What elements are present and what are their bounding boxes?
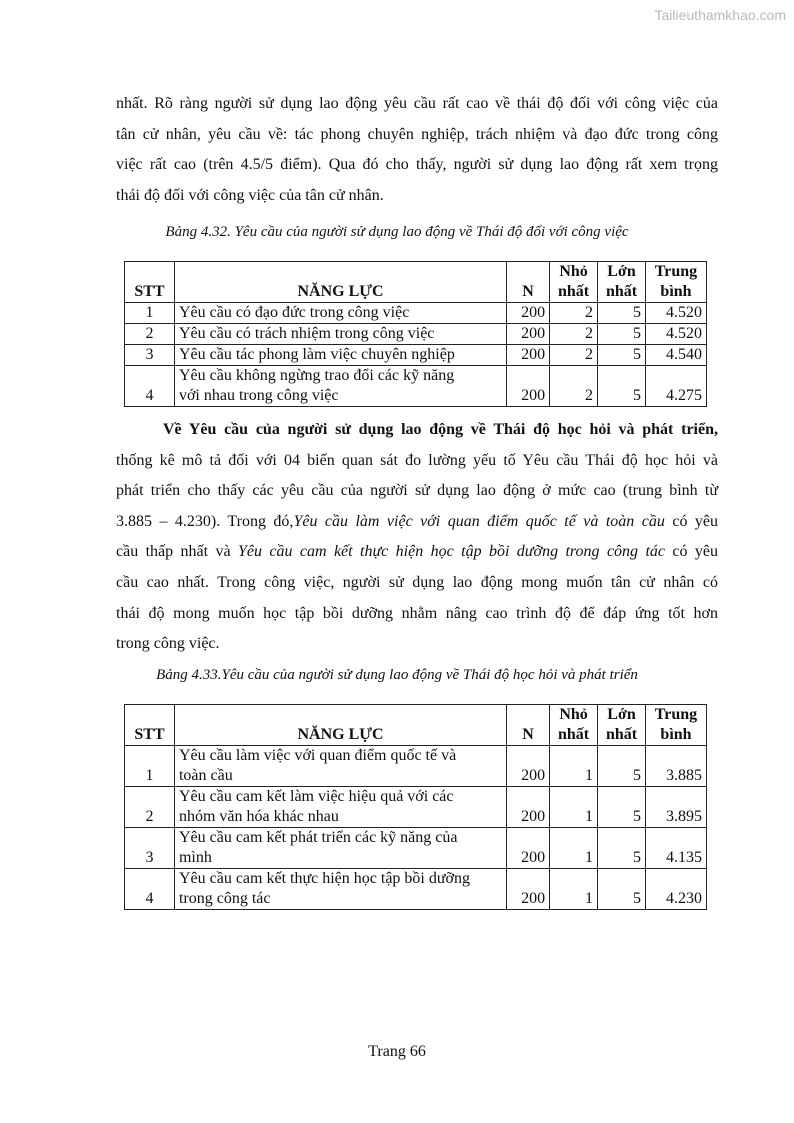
cell-avg: 4.275	[646, 366, 707, 407]
header-n: N	[507, 705, 550, 746]
cell-stt: 4	[125, 366, 175, 407]
cell-max: 5	[598, 324, 646, 345]
cell-max: 5	[598, 787, 646, 828]
cell-max: 5	[598, 366, 646, 407]
paragraph-line: 3.885 – 4.230). Trong đó,Yêu cầu làm việc với quan điểm quốc tế và toàn cầu có yêu	[116, 512, 719, 530]
table-header-row	[125, 705, 707, 746]
paragraph-line: phát triển cho thấy các yêu cầu của người sử dụng lao động ở mức cao (trung bình từ	[116, 482, 718, 500]
cell-stt: 2	[125, 787, 175, 828]
header-stt: STT	[125, 262, 175, 303]
table-row	[125, 345, 707, 366]
cell-avg: 4.540	[646, 345, 707, 366]
paragraph-line: thái độ đối với công việc của tân cử nhân.	[116, 186, 384, 204]
cell-stt: 4	[125, 869, 175, 910]
cell-stt: 3	[125, 345, 175, 366]
cell-name: Yêu cầu cam kết phát triển các kỹ năng của mình	[174, 828, 506, 869]
cell-name: Yêu cầu tác phong làm việc chuyên nghiệp	[174, 345, 506, 366]
table-row	[125, 869, 707, 910]
cell-name: Yêu cầu làm việc với quan điểm quốc tế và toàn cầu	[174, 746, 506, 787]
header-avg: Trung bình	[646, 705, 707, 746]
cell-avg: 3.895	[646, 787, 707, 828]
cell-max: 5	[598, 869, 646, 910]
cell-min: 2	[550, 345, 598, 366]
table-row	[125, 366, 707, 407]
paragraph-line: việc rất cao (trên 4.5/5 điểm). Qua đó cho thấy, người sử dụng lao động rất xem trọng	[116, 156, 718, 174]
cell-name: Yêu cầu không ngừng trao đổi các kỹ năng với nhau trong công việc	[174, 366, 506, 407]
cell-min: 2	[550, 324, 598, 345]
cell-avg: 4.520	[646, 324, 707, 345]
table-caption-4-32: Bảng 4.32. Yêu cầu của người sử dụng lao động về Thái độ đối với công việc	[165, 224, 629, 240]
page-number: Trang 66	[368, 1043, 426, 1060]
cell-stt: 2	[125, 324, 175, 345]
paragraph-line: tân cử nhân, yêu cầu về: tác phong chuyên nghiệp, trách nhiệm và đạo đức trong công	[116, 125, 718, 143]
cell-min: 2	[550, 303, 598, 324]
cell-max: 5	[598, 828, 646, 869]
cell-n: 200	[507, 366, 550, 407]
header-nang-luc: NĂNG LỰC	[174, 705, 506, 746]
cell-n: 200	[507, 324, 550, 345]
table-row	[125, 828, 707, 869]
table-caption-4-33: Bảng 4.33.Yêu cầu của người sử dụng lao động về Thái độ học hỏi và phát triển	[156, 667, 638, 683]
cell-n: 200	[507, 345, 550, 366]
cell-name: Yêu cầu có đạo đức trong công việc	[174, 303, 506, 324]
cell-stt: 1	[125, 746, 175, 787]
cell-avg: 4.135	[646, 828, 707, 869]
header-max: Lớn nhất	[598, 705, 646, 746]
cell-n: 200	[507, 869, 550, 910]
cell-n: 200	[507, 828, 550, 869]
table-row	[125, 787, 707, 828]
cell-avg: 3.885	[646, 746, 707, 787]
watermark: Tailieuthamkhao.com	[654, 7, 786, 23]
paragraph-intro	[116, 89, 718, 211]
cell-min: 1	[550, 746, 598, 787]
table-row	[125, 746, 707, 787]
header-min: Nhỏ nhất	[550, 262, 598, 303]
cell-stt: 1	[125, 303, 175, 324]
cell-min: 1	[550, 828, 598, 869]
table-row	[125, 303, 707, 324]
header-min: Nhỏ nhất	[550, 705, 598, 746]
header-max: Lớn nhất	[598, 262, 646, 303]
cell-name: Yêu cầu cam kết thực hiện học tập bồi dưỡng trong công tác	[174, 869, 506, 910]
cell-min: 2	[550, 366, 598, 407]
paragraph-line: thống kê mô tả đối với 04 biến quan sát đo lường yếu tố Yêu cầu Thái độ học hỏi và	[116, 451, 718, 469]
cell-min: 1	[550, 869, 598, 910]
cell-max: 5	[598, 303, 646, 324]
paragraph-line: trong công việc.	[116, 635, 220, 653]
header-nang-luc: NĂNG LỰC	[174, 262, 506, 303]
paragraph-line: thái độ mong muốn học tập bồi dưỡng nhằm nâng cao trình độ để đáp ứng tốt hơn	[116, 604, 718, 622]
table-4-33	[124, 704, 707, 910]
header-stt: STT	[125, 705, 175, 746]
table-row	[125, 324, 707, 345]
paragraph-line: nhất. Rõ ràng người sử dụng lao động yêu cầu rất cao về thái độ đối với công việc của	[116, 95, 718, 112]
cell-name: Yêu cầu có trách nhiệm trong công việc	[174, 324, 506, 345]
cell-stt: 3	[125, 828, 175, 869]
cell-min: 1	[550, 787, 598, 828]
cell-avg: 4.520	[646, 303, 707, 324]
paragraph-line-bold: Về Yêu cầu của người sử dụng lao động về Thái độ học hỏi và phát triển,	[163, 421, 718, 438]
table-header-row	[125, 262, 707, 303]
header-n: N	[507, 262, 550, 303]
cell-n: 200	[507, 746, 550, 787]
header-avg: Trung bình	[646, 262, 707, 303]
cell-avg: 4.230	[646, 869, 707, 910]
table-4-32	[124, 261, 707, 407]
paragraph-line: cầu thấp nhất và Yêu cầu cam kết thực hiện học tập bồi dưỡng trong công tác có yêu	[116, 543, 718, 561]
paragraph-line: cầu cao nhất. Trong công việc, người sử dụng lao động mong muốn tân cử nhân có	[116, 573, 718, 591]
cell-max: 5	[598, 746, 646, 787]
cell-n: 200	[507, 787, 550, 828]
cell-name: Yêu cầu cam kết làm việc hiệu quả với các nhóm văn hóa khác nhau	[174, 787, 506, 828]
cell-n: 200	[507, 303, 550, 324]
paragraph-thai-do-hoc-hoi	[116, 415, 718, 660]
cell-max: 5	[598, 345, 646, 366]
